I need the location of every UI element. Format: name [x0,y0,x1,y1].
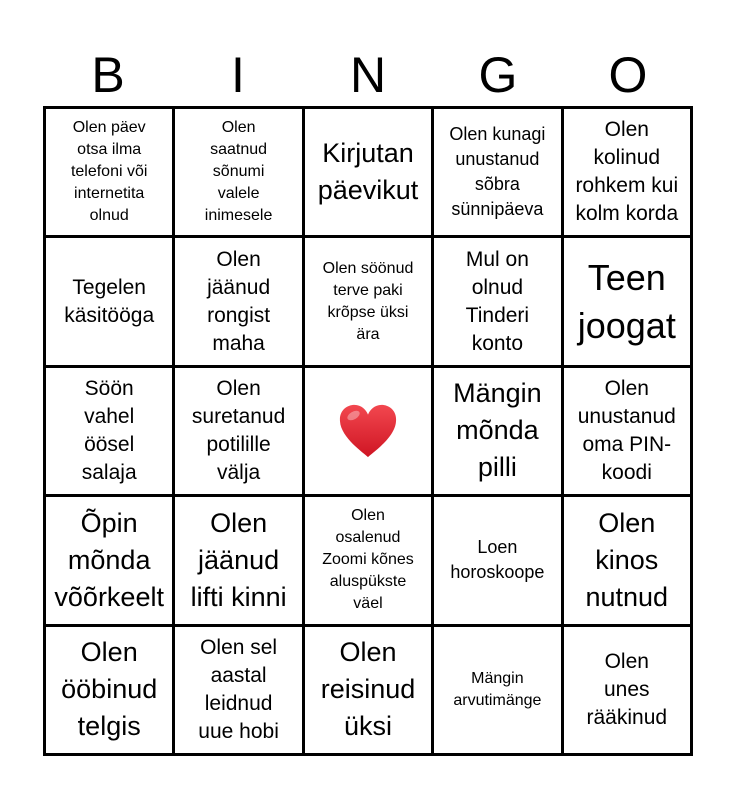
bingo-cell-r3-c2[interactable] [175,368,304,497]
cell-text: Tegelen käsitööga [64,275,155,327]
cell-text: Olen kolinud rohkem kui kolm korda [575,118,679,226]
bingo-cell-r4-c4[interactable] [434,497,563,626]
bingo-cell-r5-c5[interactable] [564,627,693,756]
bingo-cell-r2-c5[interactable] [564,238,693,367]
bingo-cell-r4-c3[interactable] [305,497,434,626]
bingo-cell-r5-c3[interactable] [305,627,434,756]
free-space-cell[interactable] [305,368,434,497]
bingo-cell-r5-c2[interactable] [175,627,304,756]
bingo-cell-r5-c1[interactable] [46,627,175,756]
cell-text: Õpin mõnda võõrkeelt [54,507,164,612]
bingo-cell-r2-c4[interactable] [434,238,563,367]
cell-text: Olen unes rääkinud [586,649,668,729]
cell-text: Olen jäänud lifti kinni [190,507,287,612]
bingo-cell-r1-c2[interactable] [175,109,304,238]
header-letter-n: N [349,47,387,103]
header-letter-b: B [91,47,125,103]
cell-text: Söön vahel öösel salaja [81,376,137,484]
header-letter-g: G [478,47,518,103]
cell-text: Loen horoskoope [450,537,545,583]
cell-text: Olen reisinud üksi [320,637,416,742]
cell-text: Olen päev otsa ilma telefoni või internetita olnud [70,119,148,225]
header-letter-i: I [231,47,245,103]
cell-text: Olen suretanud potilille välja [191,376,286,484]
bingo-cell-r3-c5[interactable] [564,368,693,497]
cell-text: Kirjutan päevikut [317,138,419,206]
bingo-cell-r1-c1[interactable] [46,109,175,238]
cell-text: Olen jäänud rongist maha [207,247,271,355]
bingo-cell-r4-c2[interactable] [175,497,304,626]
bingo-cell-r1-c5[interactable] [564,109,693,238]
cell-text: Mul on olnud Tinderi konto [465,247,530,355]
cell-text: Olen söönud terve paki krõpse üksi ära [322,259,414,343]
bingo-cell-r4-c5[interactable] [564,497,693,626]
bingo-cell-r5-c4[interactable] [434,627,563,756]
cell-text: Olen osalenud Zoomi kõnes aluspükste väel [322,507,414,613]
bingo-header [43,46,693,104]
cell-text: Olen saatnud sõnumi valele inimesele [204,119,273,225]
cell-text: Olen kunagi unustanud sõbra sünnipäeva [449,124,546,220]
header-letter-o: O [608,47,648,103]
cell-text: Olen ööbinud telgis [61,637,158,742]
cell-text: Teen joogat [577,256,676,346]
heart-icon [337,403,399,459]
bingo-cell-r2-c2[interactable] [175,238,304,367]
bingo-cell-r2-c1[interactable] [46,238,175,367]
bingo-cell-r3-c1[interactable] [46,368,175,497]
bingo-cell-r1-c3[interactable] [305,109,434,238]
bingo-cell-r4-c1[interactable] [46,497,175,626]
bingo-cell-r1-c4[interactable] [434,109,563,238]
cell-text: Olen kinos nutnud [585,507,669,612]
cell-text: Olen sel aastal leidnud uue hobi [198,635,279,743]
cell-text: Mängin mõnda pilli [453,378,542,483]
cell-text: Olen unustanud oma PIN- koodi [577,376,676,484]
cell-text: Mängin arvutimänge [453,669,542,709]
bingo-grid [43,106,693,756]
bingo-cell-r2-c3[interactable] [305,238,434,367]
bingo-cell-r3-c4[interactable] [434,368,563,497]
